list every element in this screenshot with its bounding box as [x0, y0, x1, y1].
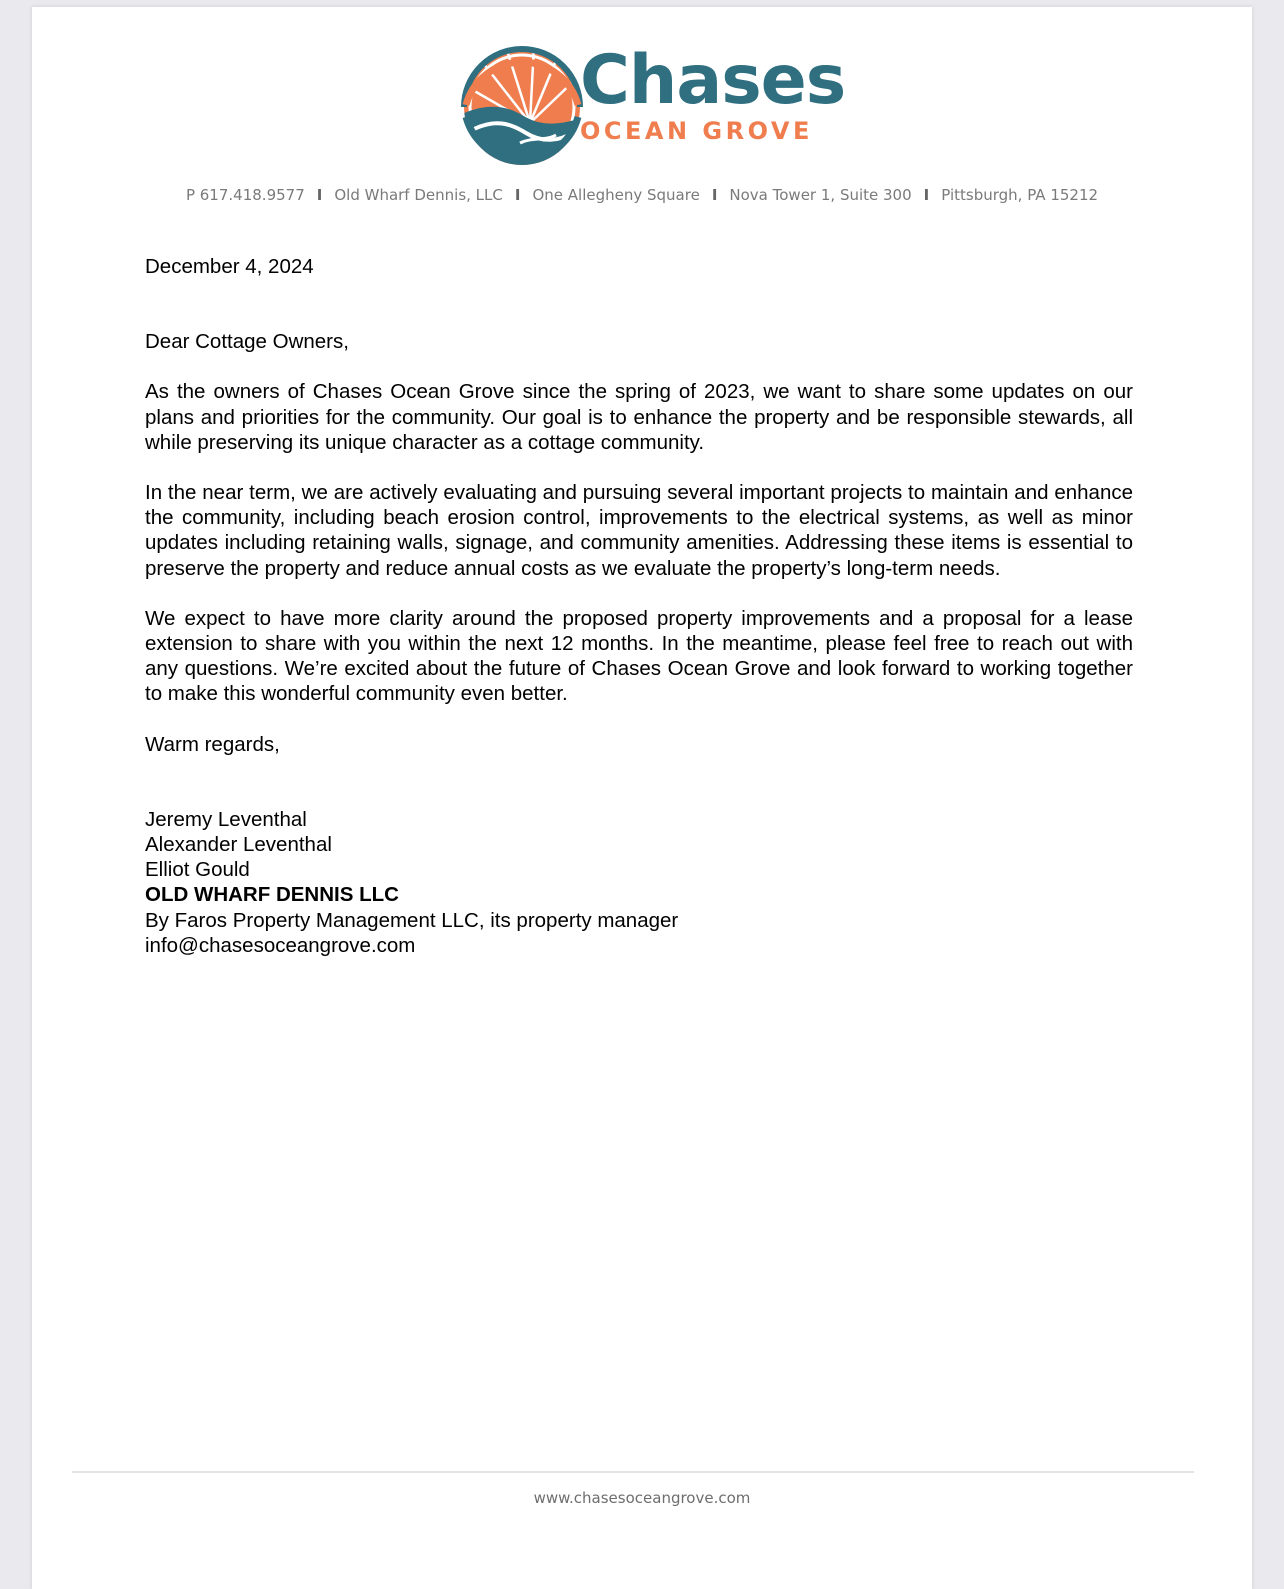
signatory-name: Alexander Leventhal [145, 833, 332, 857]
paragraph: In the near term, we are actively evaluating and pursuing several important projects to maintain and enhance the community, including beach erosion control, improvements to the electrical systems, as well as minor updates including retaining walls, signage, and community amenities. Addressing these items is essential to preserve the property and reduce annual costs as we evaluate the property’s long-term needs. [145, 481, 1133, 580]
address-line-2: Nova Tower 1, Suite 300 [729, 186, 912, 204]
separator: I [514, 186, 521, 204]
separator: I [923, 186, 930, 204]
letter-body [145, 254, 1133, 958]
property-manager: By Faros Property Management LLC, its property manager [145, 908, 679, 932]
separator: I [711, 186, 718, 204]
paragraph: We expect to have more clarity around the proposed property improvements and a proposal for a lease extension to share with you within the next 12 months. In the meantime, please feel free to reach out with any questions. We’re excited about the future of Chases Ocean Grove and look forward to working together to make this wonderful community even better. [145, 606, 1133, 706]
letter-date: December 4, 2024 [145, 255, 314, 278]
footer-divider [72, 1471, 1194, 1473]
brand-logo [32, 7, 1252, 177]
letter-page [32, 7, 1252, 1589]
signature-block [145, 807, 1133, 958]
address-line-1: One Allegheny Square [532, 186, 700, 204]
contact-email: info@chasesoceangrove.com [145, 933, 416, 957]
phone-number: P 617.418.9577 [185, 186, 305, 204]
signatory-name: Elliot Gould [145, 858, 250, 882]
signatory-company: OLD WHARF DENNIS LLC [145, 883, 399, 907]
separator: I [316, 186, 323, 204]
closing: Warm regards, [145, 732, 280, 756]
contact-line [32, 186, 1252, 204]
sunrise-wave-logo-icon [460, 45, 584, 169]
brand-name: Chases [580, 41, 846, 120]
paragraph: As the owners of Chases Ocean Grove since the spring of 2023, we want to share some updates on our plans and priorities for the community. Our goal is to enhance the property and be responsible stewards, all while preserving its unique character as a cottage community. [145, 380, 1133, 454]
footer-website: www.chasesoceangrove.com [533, 1489, 751, 1507]
company-name: Old Wharf Dennis, LLC [334, 186, 503, 204]
salutation: Dear Cottage Owners, [145, 330, 349, 354]
signatory-name: Jeremy Leventhal [145, 807, 307, 831]
brand-subtitle: OCEAN GROVE [580, 117, 813, 145]
address-city: Pittsburgh, PA 15212 [941, 186, 1099, 204]
